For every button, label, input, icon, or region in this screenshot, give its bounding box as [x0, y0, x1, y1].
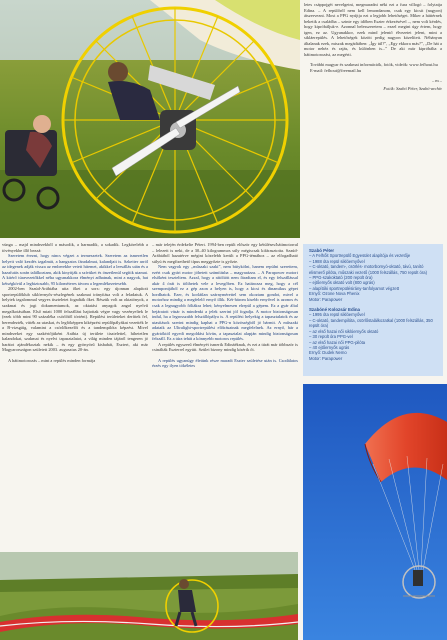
sidebar1-item: – alapítóki sportrepülésirány-tanfolyamot végzett [309, 285, 400, 291]
sidebar2-item: – az első hazai női PPG-pilóta [309, 339, 366, 345]
sidebar2-item: – 30 repült óra PPG-vel [309, 334, 353, 340]
sidebar1-list [309, 253, 437, 302]
contact-line2: E-mail: fefhout@freemail.hu [310, 68, 362, 74]
col-right-top-text [304, 2, 442, 92]
sidebar2-title: Szabóné Kolozsár Edina [309, 307, 360, 313]
sidebar2-item: – C-oktató, tandempilóta, csörlőstalálkozatkal (1000 felszállás, 350 repült óra) [309, 317, 433, 329]
col2-quote-para: A repülés ugyanúgy életünk része maradt Eszter születése után is. Csodálatos érzés egy ilyen tökéletes [152, 357, 298, 369]
sidebar1-item: Motor: Parapower [309, 296, 343, 302]
sidebar1-item: – C-oktató, tandem-, csörlés- motorbornyó-oktató, távú, tanító elismerő pilóta, műszaki vezető (1000 felszállás, 750 repült óra) [309, 264, 428, 275]
sidebar2-item: Ernyő: Dudek Nemo [309, 350, 347, 356]
col1-para: vünga – majd mindezekből a második, a harmadik, a sokadik. Legkörelebb a tövényekbe illő bezzá: [2, 242, 148, 253]
contact-line1: További magyar és szakmai információk, fotók, videók: www.fefhout.hu [310, 62, 438, 68]
wing-sky-photo [303, 384, 447, 640]
photo-credit: Fotók: Szabó Péter, Szabó-archív [383, 86, 442, 92]
col1-text [2, 242, 148, 363]
sidebar1-title: Szabó Péter [309, 248, 335, 253]
sidebar1-item: Ernyő: Ozone Nova Phenix [309, 291, 360, 297]
col2-para: – már telején érdekelte Pétert. 1994-ben repült először egy kétüléses/hátimotorral – lelezett is neki, de a 30–40 kilogrammos súly mégiscsak kifárasztotta. Szaúd-Arábiából hazatérve mégint közelebb került a PPG-témához – az elfogadható súlyú és megfizethető típus meggyőzte is győzte. [152, 242, 298, 264]
end-mark: – m – [431, 77, 442, 83]
sidebar2-item: – az első hazai női siklóernyős oktató [309, 328, 379, 334]
sidebar1-item: – A Felhőit Sportrepülő Egyesület alapítója és vezetője [309, 253, 411, 259]
info-sidebar [303, 244, 443, 376]
sidebar2-item: – 1995 óta repül siklóernyővel [309, 312, 365, 318]
col2-quote-para: Nem vagyok egy „műszaki szaki”, nem bütykölni, hanem repülni szerettem, ezért csak gyári motor jöhetett számításba – magyarázza. – A Parapower motort elsőként teszteltem. Azzal, hogy a rátöltött nem fáradtam el, és egy felszállással akár 4 órát is tölthetek vele a levegőben. Ez határozza meg, hogy a cél szempontjából ez a gép azon a helyen is, hogy a kicsi és dinamikus gépet hordhatok. Ezer, és korlátlan szárnymérettel sem okoztam gondot, mivel a motorhoz mindig a megfelelő ernyő illik. Két-három kisebb ernyővel is azonos és csak a legnagyobb fóliákra lehet; kényelmesen elrepül a gépem. Ez a gyár által bejáratott vásár is mindenki a jelek szerint jól fogadja. A motor biztonságosan indul, ha a legrosszabb felszállópálya is. A repülési helyekig a tapasztalatok és az utasítások szerint mindig kaphat a PPG-n közösségből jó bármit. A műszaki adataik az Ultralight-sportrepülési előírásainak megfelelnek. Az ernyő, bár a gyártóktól egyedi megoldást kíván, a tapasztalat alapján mindig biztonságosan felszáll. Ez a túra tehát a könnyebb motoros repülés. [152, 264, 298, 342]
pilot-field-image [0, 552, 298, 640]
sidebar1-item: – ejtőernyős oktató volt (800 ugrás) [309, 280, 375, 286]
sidebar2-item: Motor: Parapower [309, 355, 343, 361]
col1-para: 2002-ben Szaúd-Arábiába utta őket a sors: egy újonnan alapított sportrepülőklub siklóernyős-részlegének szakmai irányítása volt a feladatuk. A helyiek izgalommal vegyes tiszteletet fogadták őket. Részük volt az oktatónyok, a szakmai és jogi dokumentumok, az oktatási anyagok angol nyelvű megalkotásában. Első miatt 1000 felszállást hajtottak végre vagy vezényeltek le (ezek több mint 90 százaléka csörlőtől történt). Repülési területeket deríttek fel, berendezték, vitték az utaskat, és legföképpen kiképzési repülőpályákat vezették le a B-vizsgáig, valamint a csörlőkezelői és a tandempilóta képzést. Mivel mindezeket egy szakértőjüként Arábia új területe tisztelettel, hihetetlen kalandokat, szakmai és nyelvi tapasztalatot, a világ minden tájáról tengeren jó barátot ajándékoztak nekik – és egy gyönyörű kisbabát, Esztert, aki már Magyarországon született 2003. augusztus 20-án. [2, 286, 148, 353]
sidebar2-list [309, 312, 437, 361]
col1-para: A hátimotorozás – mint a repülés minden formája [8, 357, 96, 363]
col1-quote-para: Szeretem érezni, hogy nincs végzet a termeszetek. Szeretem az ismeretlen helyeit való kezdés izgalmát, a hangzatos fáradalmat, kalandjait is. Szkeiter arról az idegenek adják vissza az emberekbe vetett hitemet, akikkel a leesállás után és a hazafutás során találkoztam, akik kinyitják a szívüket és önzetlenül segítik utamat. A kitérő túravezetőkkel néha ugyanakkora élményt adhatnak, mint a nagyok, hat kétségkívül a legbiztosabb, 95 kilométeres távom a legemlékezetesebb. [2, 253, 148, 286]
contact-email-line [304, 68, 442, 74]
sidebar1-item: – PPG-szakoktató (200 repült óra) [309, 275, 373, 281]
col2-para: A repülés egyszerű élményét ismerik Edináéknak, és ezt a túrát már többször is csinálták Eszterrel együtt. Szülei bizony mindig kísérik őt. [152, 341, 298, 353]
top-photo [0, 0, 300, 238]
sidebar1-item: – 1988 óta repül siklóernyővel [309, 258, 365, 264]
bottom-photo [0, 552, 298, 640]
col-right-top-para: letes csáppojgét nevelgetni, megmaradni néki ezt a fura villogó – folytatja Edina. – A repülőről nem kell lemondanom, csak egy kicsit (nagyon) átszervezni. Most a PPG nyújtja ezt a legjobb lehetőséget. Miker a háttérnek beketik a családba – szinte egy időben Eszter érkezésével –, nem volt kérdés, hogy kipróbáljuk-e. Azonnal belesszeretem – ezzel megint úgy értem, hogy igen, ez az. Ugyanakkor, ezek mind jelentő élvezetet jelent, mint a sikláerepülés. A lehetőségek között pedig nagyon közelített. Néhányan általanak ezek, miszak megádtáben: „Így túl?”, „Egy ekkora más?”, „De hát a motor nehéz és rajás, és különben is...” De aki már kipróbálta a hátimotorozást, az megérti. [304, 2, 442, 57]
paraglider-sky-image [303, 384, 447, 640]
sidebar2-item: – 40 ejtőernyős ugrás [309, 344, 350, 350]
col2-text [152, 242, 298, 369]
paramotor-cage-photo [0, 0, 300, 238]
